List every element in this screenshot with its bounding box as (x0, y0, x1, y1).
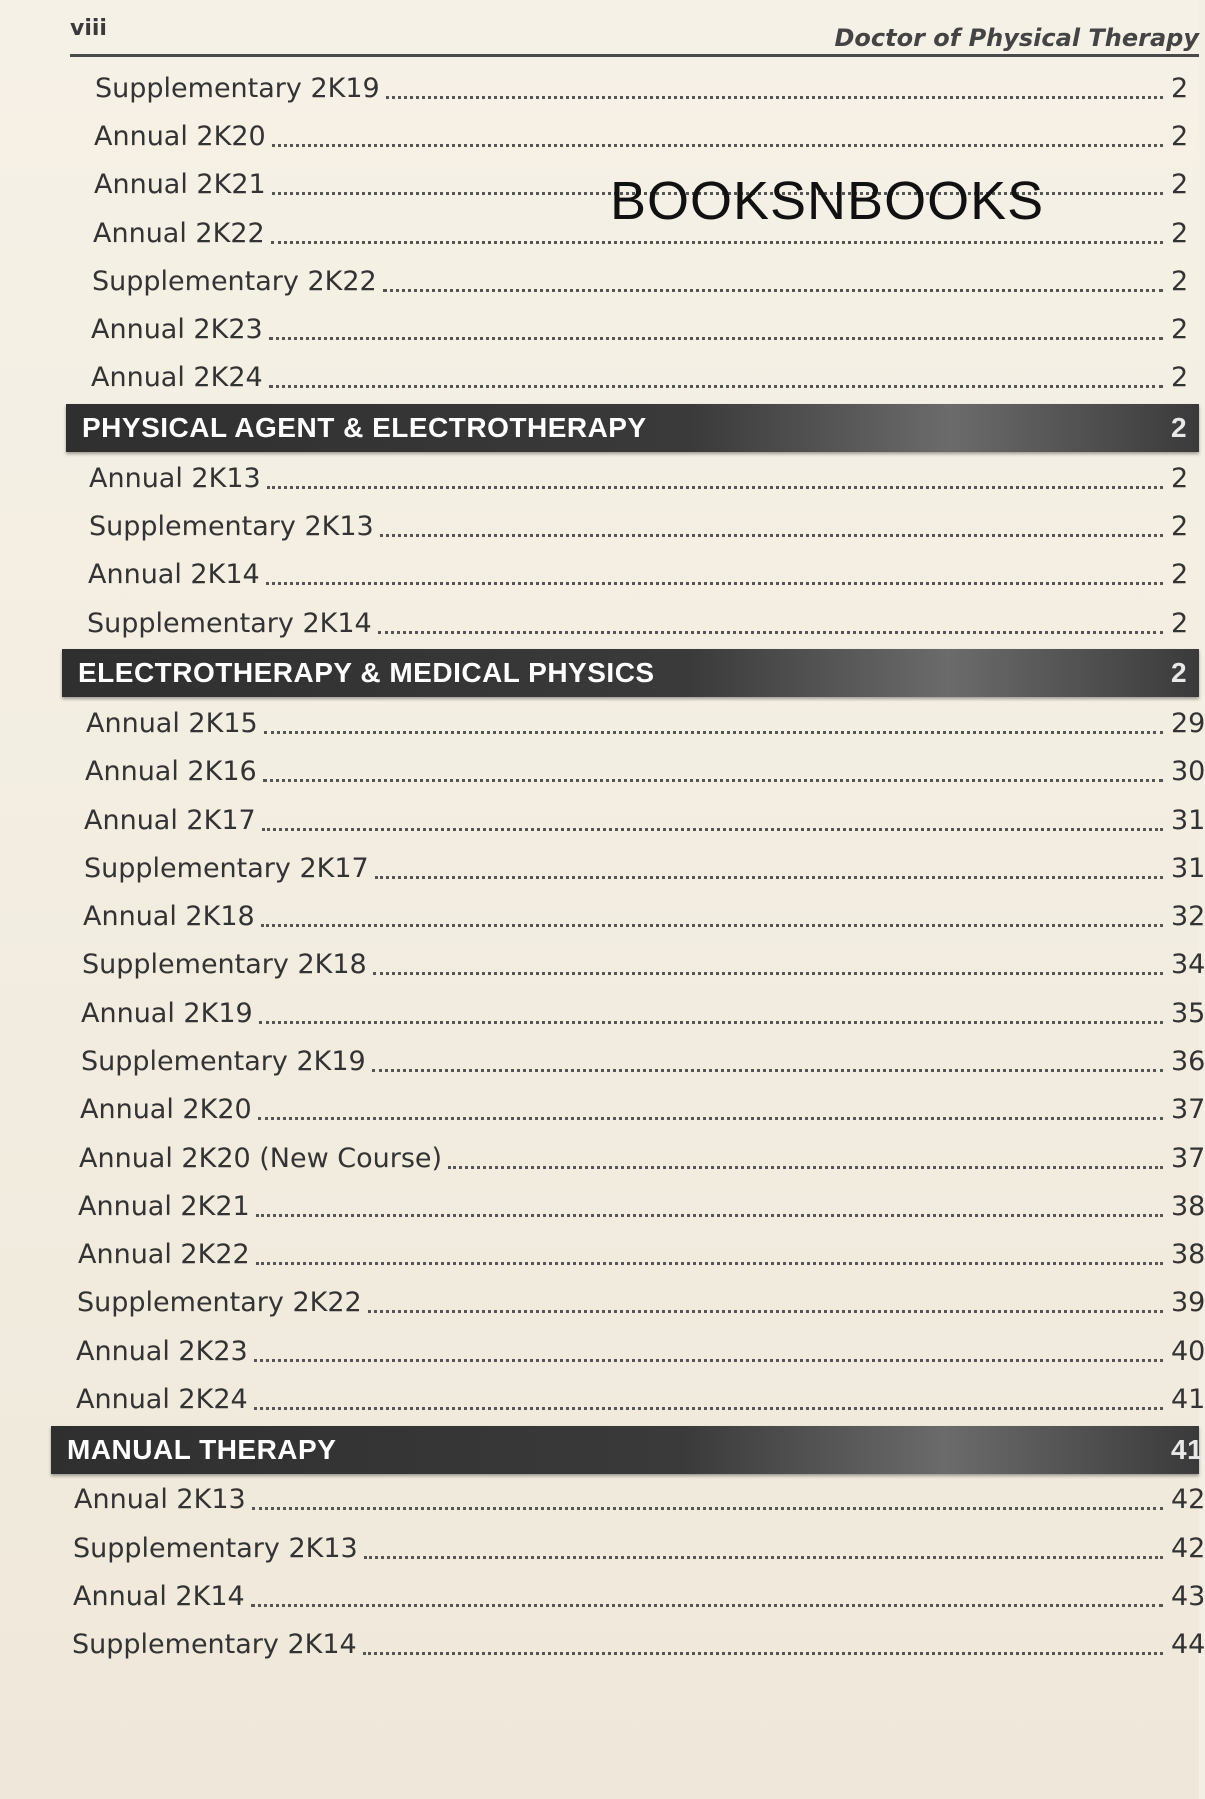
toc-entry (0, 112, 1199, 160)
dot-leader (269, 337, 1163, 340)
page-reference: 35 (1171, 997, 1205, 1029)
section-title: MANUAL THERAPY (67, 1433, 337, 1465)
page-reference: 32 (1171, 901, 1205, 933)
toc-entry (0, 1134, 1205, 1182)
toc-entry (0, 1086, 1205, 1134)
page-reference: 42 (1171, 1484, 1205, 1516)
dot-leader (269, 385, 1163, 388)
toc-entry (0, 354, 1199, 402)
toc-entry (0, 1231, 1205, 1279)
page-reference: 2 (1171, 265, 1189, 297)
page-reference: 43 (1171, 1580, 1205, 1612)
dot-leader (267, 486, 1163, 489)
dot-leader (251, 1604, 1163, 1607)
page-reference: 44 (1171, 1629, 1205, 1661)
page-reference: 37 (1171, 1094, 1205, 1126)
dot-leader (363, 1652, 1163, 1655)
page-reference: 2 (1171, 607, 1189, 639)
page-reference: 2 (1171, 169, 1189, 201)
entry-title: Supplementary 2K14 (72, 1629, 357, 1661)
entry-title: Annual 2K16 (85, 756, 257, 788)
toc-entry (0, 502, 1199, 550)
entry-title: Annual 2K13 (89, 462, 261, 494)
dot-leader (254, 1359, 1163, 1362)
book-title: Doctor of Physical Therapy (834, 24, 1199, 52)
page-reference: 2 (1171, 217, 1189, 249)
page-reference: 38 (1171, 1239, 1205, 1271)
dot-leader (272, 144, 1163, 147)
entry-title: Supplementary 2K17 (84, 852, 369, 884)
toc-entry (0, 796, 1205, 844)
entry-title: Annual 2K22 (93, 217, 265, 249)
entry-title: Annual 2K14 (73, 1580, 245, 1612)
page-reference: 30 (1171, 756, 1205, 788)
page-reference: 2 (1171, 412, 1188, 444)
page-number: viii (70, 16, 107, 41)
dot-leader (368, 1310, 1163, 1313)
page-reference: 2 (1171, 462, 1189, 494)
dot-leader (448, 1166, 1163, 1169)
entry-title: Annual 2K15 (86, 707, 258, 739)
entry-title: Annual 2K13 (74, 1484, 246, 1516)
toc-entry (0, 1327, 1205, 1375)
dot-leader (259, 1021, 1163, 1024)
page-reference: 37 (1171, 1142, 1205, 1174)
entry-title: Annual 2K23 (76, 1335, 248, 1367)
entry-title: Annual 2K17 (84, 804, 256, 836)
entry-title: Annual 2K24 (91, 362, 263, 394)
dot-leader (254, 1407, 1163, 1410)
toc-entry (0, 941, 1205, 989)
dot-leader (266, 582, 1163, 585)
entry-title: Annual 2K20 (80, 1094, 252, 1126)
toc-section-heading (66, 404, 1199, 452)
toc-entry (0, 1279, 1205, 1327)
entry-title: Annual 2K22 (78, 1239, 250, 1271)
page-reference: 39 (1171, 1287, 1205, 1319)
entry-title: Annual 2K21 (78, 1190, 250, 1222)
toc-entry (0, 1621, 1205, 1669)
dot-leader (386, 96, 1163, 99)
dot-leader (263, 779, 1163, 782)
entry-title: Supplementary 2K18 (82, 949, 367, 981)
page-reference: 41 (1171, 1384, 1205, 1416)
toc-entry (0, 1524, 1205, 1572)
toc-entry (0, 64, 1199, 112)
dot-leader (262, 828, 1163, 831)
dot-leader (372, 1069, 1163, 1072)
table-of-contents (0, 64, 1205, 1669)
dot-leader (256, 1214, 1163, 1217)
dot-leader (264, 731, 1163, 734)
entry-title: Annual 2K18 (83, 901, 255, 933)
entry-title: Supplementary 2K19 (81, 1045, 366, 1077)
entry-title: Annual 2K21 (94, 169, 266, 201)
page-reference: 41 (1171, 1433, 1204, 1465)
page-reference: 31 (1171, 852, 1205, 884)
toc-section-heading (51, 1426, 1204, 1474)
watermark-text: BOOKSNBOOKS (610, 171, 1045, 231)
toc-entry (0, 551, 1199, 599)
dot-leader (380, 534, 1163, 537)
page-reference: 29 (1171, 707, 1205, 739)
page-reference: 31 (1171, 804, 1205, 836)
page-reference: 2 (1171, 72, 1189, 104)
dot-leader (375, 876, 1163, 879)
page-reference: 2 (1171, 511, 1189, 543)
toc-entry (0, 305, 1199, 353)
dot-leader (383, 289, 1163, 292)
page-reference: 34 (1171, 949, 1205, 981)
toc-entry (0, 844, 1205, 892)
page-reference: 42 (1171, 1532, 1205, 1564)
toc-section-heading (62, 649, 1199, 697)
entry-title: Supplementary 2K19 (95, 72, 380, 104)
toc-entry (0, 1476, 1205, 1524)
page-reference: 2 (1171, 559, 1189, 591)
dot-leader (256, 1262, 1163, 1265)
toc-entry (0, 1572, 1205, 1620)
entry-title: Annual 2K20 (94, 120, 266, 152)
toc-entry (0, 599, 1199, 647)
dot-leader (271, 241, 1163, 244)
page-reference: 40 (1171, 1335, 1205, 1367)
entry-title: Annual 2K14 (88, 559, 260, 591)
dot-leader (252, 1507, 1163, 1510)
entry-title: Annual 2K19 (81, 997, 253, 1029)
toc-entry (0, 454, 1199, 502)
page-reference: 2 (1171, 314, 1189, 346)
toc-entry (0, 1037, 1205, 1085)
toc-entry (0, 892, 1205, 940)
entry-title: Annual 2K24 (76, 1384, 248, 1416)
toc-entry (0, 1375, 1205, 1423)
dot-leader (373, 972, 1163, 975)
dot-leader (261, 924, 1163, 927)
dot-leader (364, 1556, 1163, 1559)
section-title: PHYSICAL AGENT & ELECTROTHERAPY (82, 412, 647, 444)
entry-title: Supplementary 2K14 (87, 607, 372, 639)
page-reference: 2 (1171, 657, 1188, 689)
toc-entry (0, 989, 1205, 1037)
page-header (70, 14, 1199, 57)
section-title: ELECTROTHERAPY & MEDICAL PHYSICS (78, 657, 655, 689)
entry-title: Supplementary 2K13 (89, 511, 374, 543)
entry-title: Annual 2K20 (New Course) (79, 1142, 443, 1174)
page-reference: 38 (1171, 1190, 1205, 1222)
toc-entry (0, 748, 1205, 796)
toc-entry (0, 699, 1205, 747)
toc-entry (0, 1182, 1205, 1230)
entry-title: Supplementary 2K22 (92, 265, 377, 297)
dot-leader (258, 1117, 1163, 1120)
entry-title: Supplementary 2K13 (73, 1532, 358, 1564)
toc-entry (0, 257, 1199, 305)
entry-title: Supplementary 2K22 (77, 1287, 362, 1319)
entry-title: Annual 2K23 (91, 314, 263, 346)
page-reference: 2 (1171, 362, 1189, 394)
page-reference: 2 (1171, 120, 1189, 152)
dot-leader (378, 631, 1163, 634)
page-reference: 36 (1171, 1045, 1205, 1077)
